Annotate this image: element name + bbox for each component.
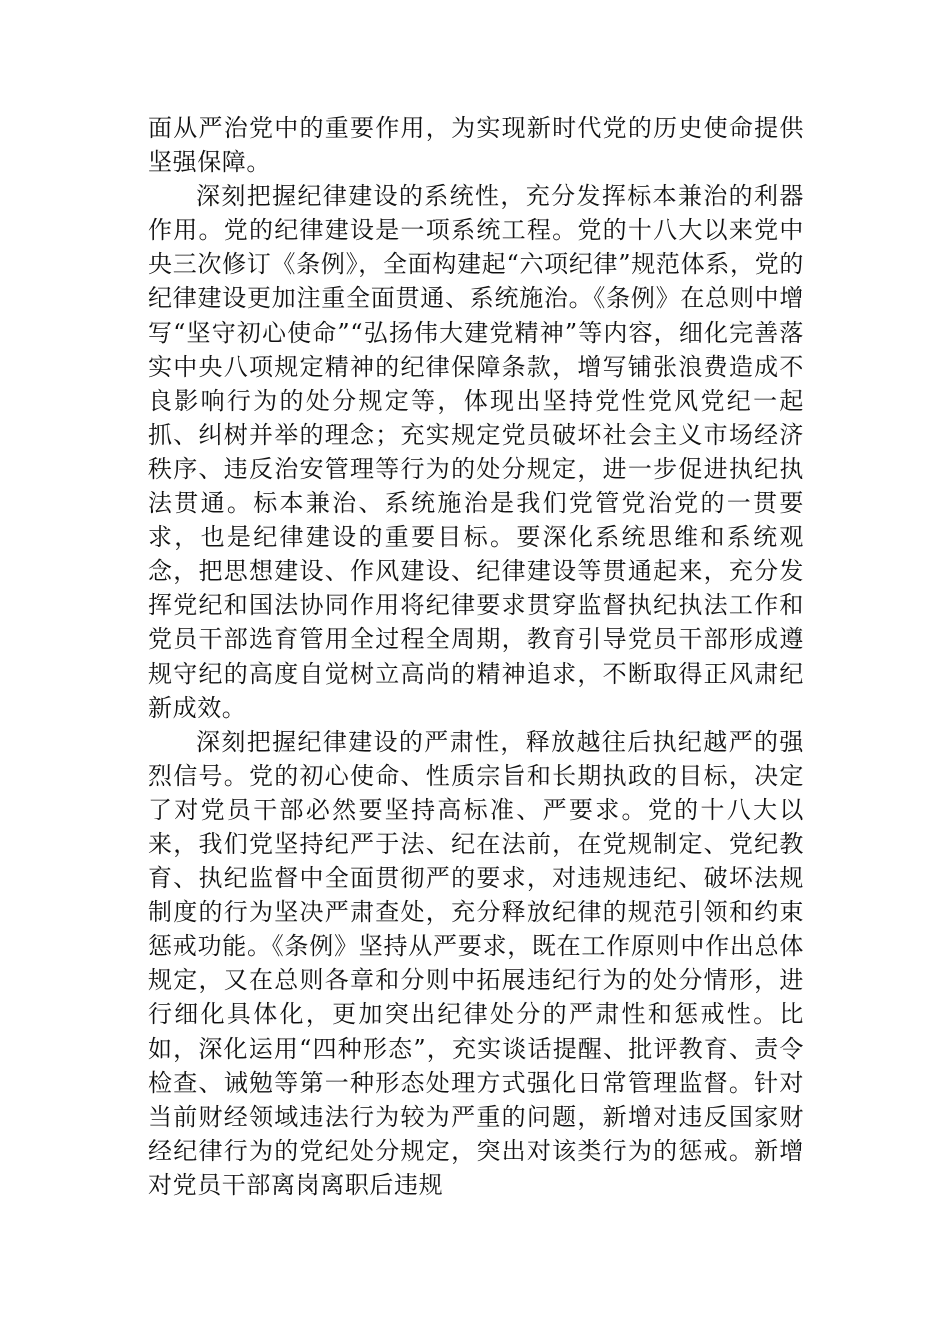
paragraph-continuation: 面从严治党中的重要作用，为实现新时代党的历史使命提供坚强保障。 [148,114,804,177]
document-body [148,111,804,1202]
paragraph-strict-discipline: 深刻把握纪律建设的严肃性，释放越往后执纪越严的强烈信号。党的初心使命、性质宗旨和长期执政的目标，决定了对党员干部必然要坚持高标准、严要求。党的十八大以来，我们党坚持纪严于法、纪在法前，在党规制定、党纪教育、执纪监督中全面贯彻严的要求，对违规违纪、破坏法规制度的行为坚决严肃查处，充分释放纪律的规范引领和约束惩戒功能。《条例》坚持从严要求，既在工作原则中作出总体规定，又在总则各章和分则中拓展违纪行为的处分情形，进行细化具体化，更加突出纪律处分的严肃性和惩戒性。比如，深化运用“四种形态”，充实谈话提醒、批评教育、责令检查、诫勉等第一种形态处理方式强化日常管理监督。针对当前财经领域违法行为较为严重的问题，新增对违反国家财经纪律行为的党纪处分规定，突出对该类行为的惩戒。新增对党员干部离岗离职后违规 [148,727,804,1199]
paragraph-systematic-discipline: 深刻把握纪律建设的系统性，充分发挥标本兼治的利器作用。党的纪律建设是一项系统工程。党的十八大以来党中央三次修订《条例》，全面构建起“六项纪律”规范体系，党的纪律建设更加注重全面贯通、系统施治。《条例》在总则中增写“坚守初心使命”“弘扬伟大建党精神”等内容，细化完善落实中央八项规定精神的纪律保障条款，增写铺张浪费造成不良影响行为的处分规定等，体现出坚持党性党风党纪一起抓、纠树并举的理念；充实规定党员破坏社会主义市场经济秩序、违反治安管理等行为的处分规定，进一步促进执纪执法贯通。标本兼治、系统施治是我们党管党治党的一贯要求，也是纪律建设的重要目标。要深化系统思维和系统观念，把思想建设、作风建设、纪律建设等贯通起来，充分发挥党纪和国法协同作用将纪律要求贯穿监督执纪执法工作和党员干部选育管用全过程全周期，教育引导党员干部形成遵规守纪的高度自觉树立高尚的精神追求，不断取得正风肃纪新成效。 [148,182,804,722]
